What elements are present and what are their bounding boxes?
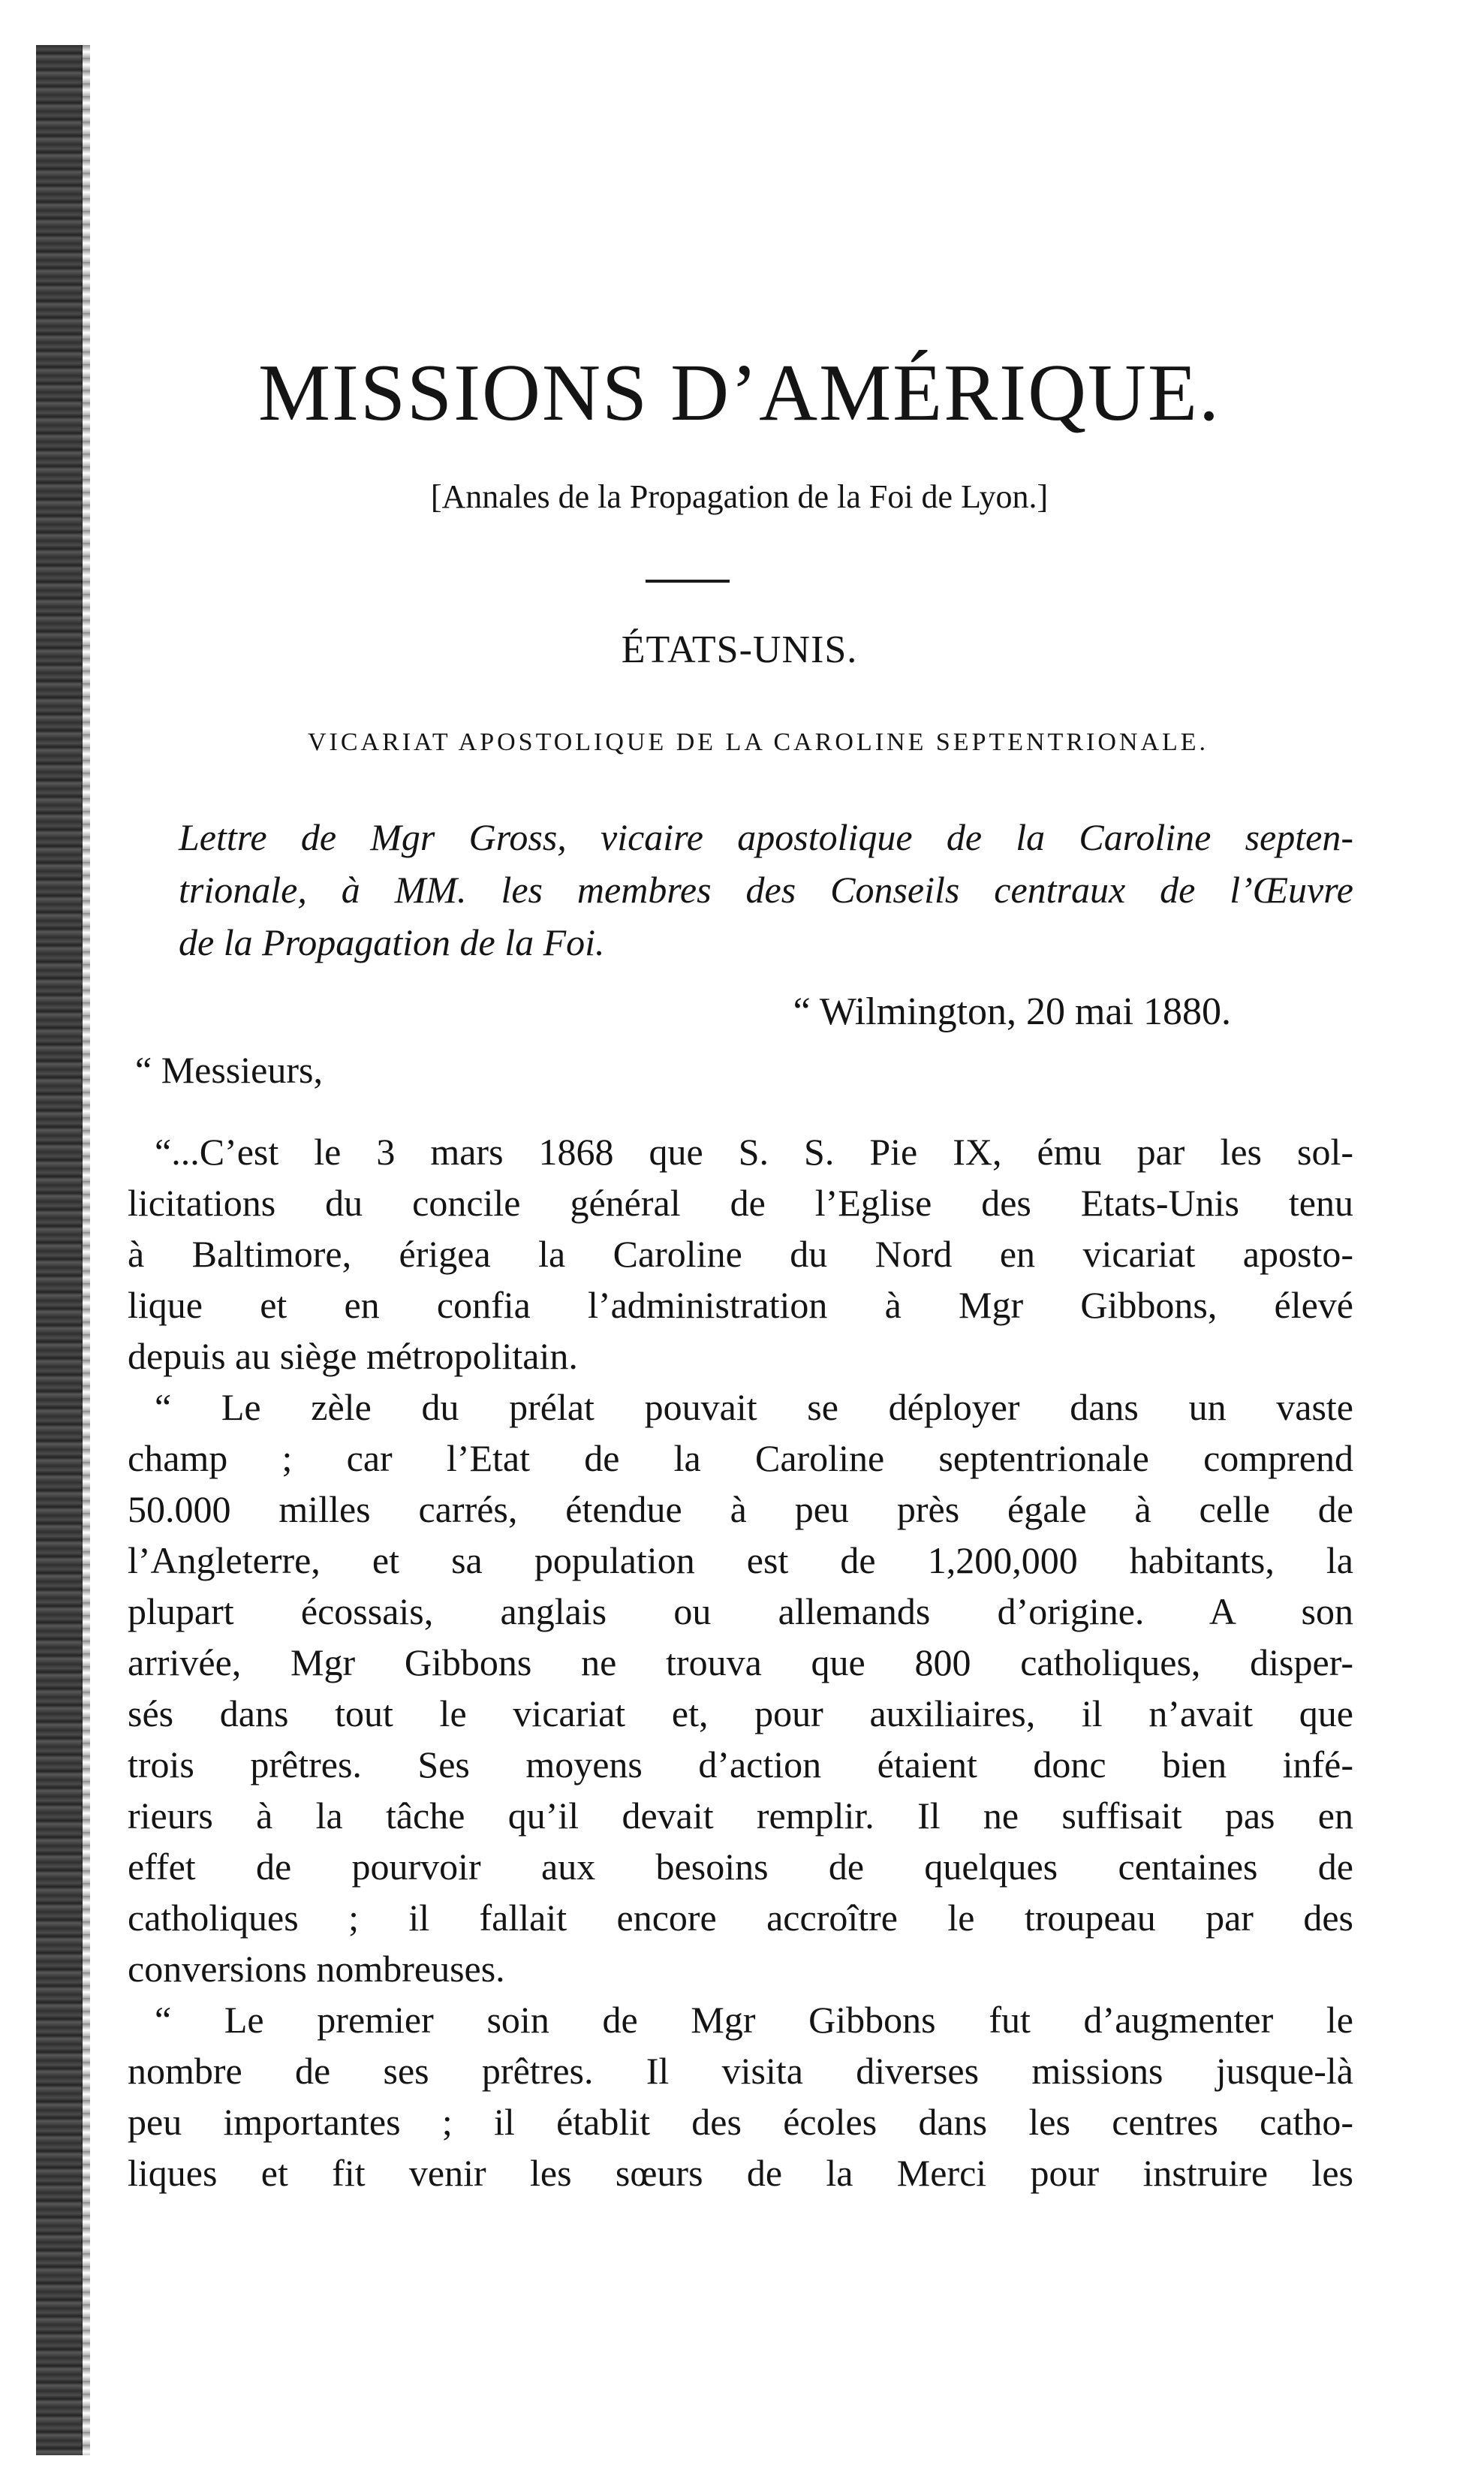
text-line: effet de pourvoir aux besoins de quelques centaines de bbox=[128, 1846, 1353, 1888]
text-line: 50.000 milles carrés, étendue à peu près égale à celle de bbox=[128, 1488, 1353, 1530]
page-binding-edge bbox=[36, 45, 83, 2455]
letter-dateline: “ Wilmington, 20 mai 1880. bbox=[793, 990, 1231, 1033]
letter-salutation: “ Messieurs, bbox=[135, 1049, 323, 1091]
body-paragraph bbox=[128, 1382, 1353, 1994]
text-line: catholiques ; il fallait encore accroître le troupeau par des bbox=[128, 1897, 1353, 1939]
text-line: nombre de ses prêtres. Il visita diverses missions jusque-là bbox=[128, 2050, 1353, 2092]
text-line: rieurs à la tâche qu’il devait remplir. Il ne suffisait pas en bbox=[128, 1794, 1353, 1837]
letter-body bbox=[128, 1126, 1353, 2198]
text-line: lique et en confia l’administration à Mgr Gibbons, élevé bbox=[128, 1284, 1353, 1326]
subsection-heading-vicariate: VICARIAT APOSTOLIQUE DE LA CAROLINE SEPTENTRIONALE. bbox=[307, 728, 1209, 756]
text-line: depuis au siège métropolitain. bbox=[128, 1335, 578, 1377]
text-line: champ ; car l’Etat de la Caroline septentrionale comprend bbox=[128, 1437, 1353, 1479]
letter-intro-line: Lettre de Mgr Gross, vicaire apostolique de la Caroline septen- bbox=[179, 816, 1353, 858]
text-line: conversions nombreuses. bbox=[128, 1948, 505, 1990]
letter-intro-line: de la Propagation de la Foi. bbox=[179, 921, 605, 963]
text-line: peu importantes ; il établit des écoles dans les centres catho- bbox=[128, 2101, 1353, 2143]
text-line: sés dans tout le vicariat et, pour auxiliaires, il n’avait que bbox=[128, 1692, 1353, 1734]
body-paragraph bbox=[128, 1994, 1353, 2198]
text-line: à Baltimore, érigea la Caroline du Nord en vicariat aposto- bbox=[128, 1233, 1353, 1275]
page-title: MISSIONS D’AMÉRIQUE. bbox=[257, 348, 1221, 438]
letter-intro-line: trionale, à MM. les membres des Conseils centraux de l’Œuvre bbox=[179, 869, 1353, 911]
text-line: l’Angleterre, et sa population est de 1,200,000 habitants, la bbox=[128, 1539, 1353, 1581]
text-line: arrivée, Mgr Gibbons ne trouva que 800 catholiques, disper- bbox=[128, 1641, 1353, 1683]
text-line: trois prêtres. Ses moyens d’action étaient donc bien infé- bbox=[128, 1743, 1353, 1785]
text-line: liques et fit venir les sœurs de la Merci pour instruire les bbox=[128, 2152, 1353, 2194]
section-divider bbox=[646, 580, 730, 583]
section-heading-country: ÉTATS-UNIS. bbox=[621, 628, 858, 671]
source-citation: [Annales de la Propagation de la Foi de Lyon.] bbox=[430, 478, 1049, 515]
body-paragraph bbox=[128, 1126, 1353, 1382]
text-line: “...C’est le 3 mars 1868 que S. S. Pie IX, ému par les sol- bbox=[155, 1131, 1353, 1173]
text-line: “ Le zèle du prélat pouvait se déployer dans un vaste bbox=[155, 1386, 1353, 1428]
text-line: “ Le premier soin de Mgr Gibbons fut d’augmenter le bbox=[155, 1999, 1353, 2041]
text-line: licitations du concile général de l’Eglise des Etats-Unis tenu bbox=[128, 1182, 1353, 1224]
letter-introduction bbox=[179, 811, 1353, 969]
text-line: plupart écossais, anglais ou allemands d’origine. A son bbox=[128, 1590, 1353, 1632]
